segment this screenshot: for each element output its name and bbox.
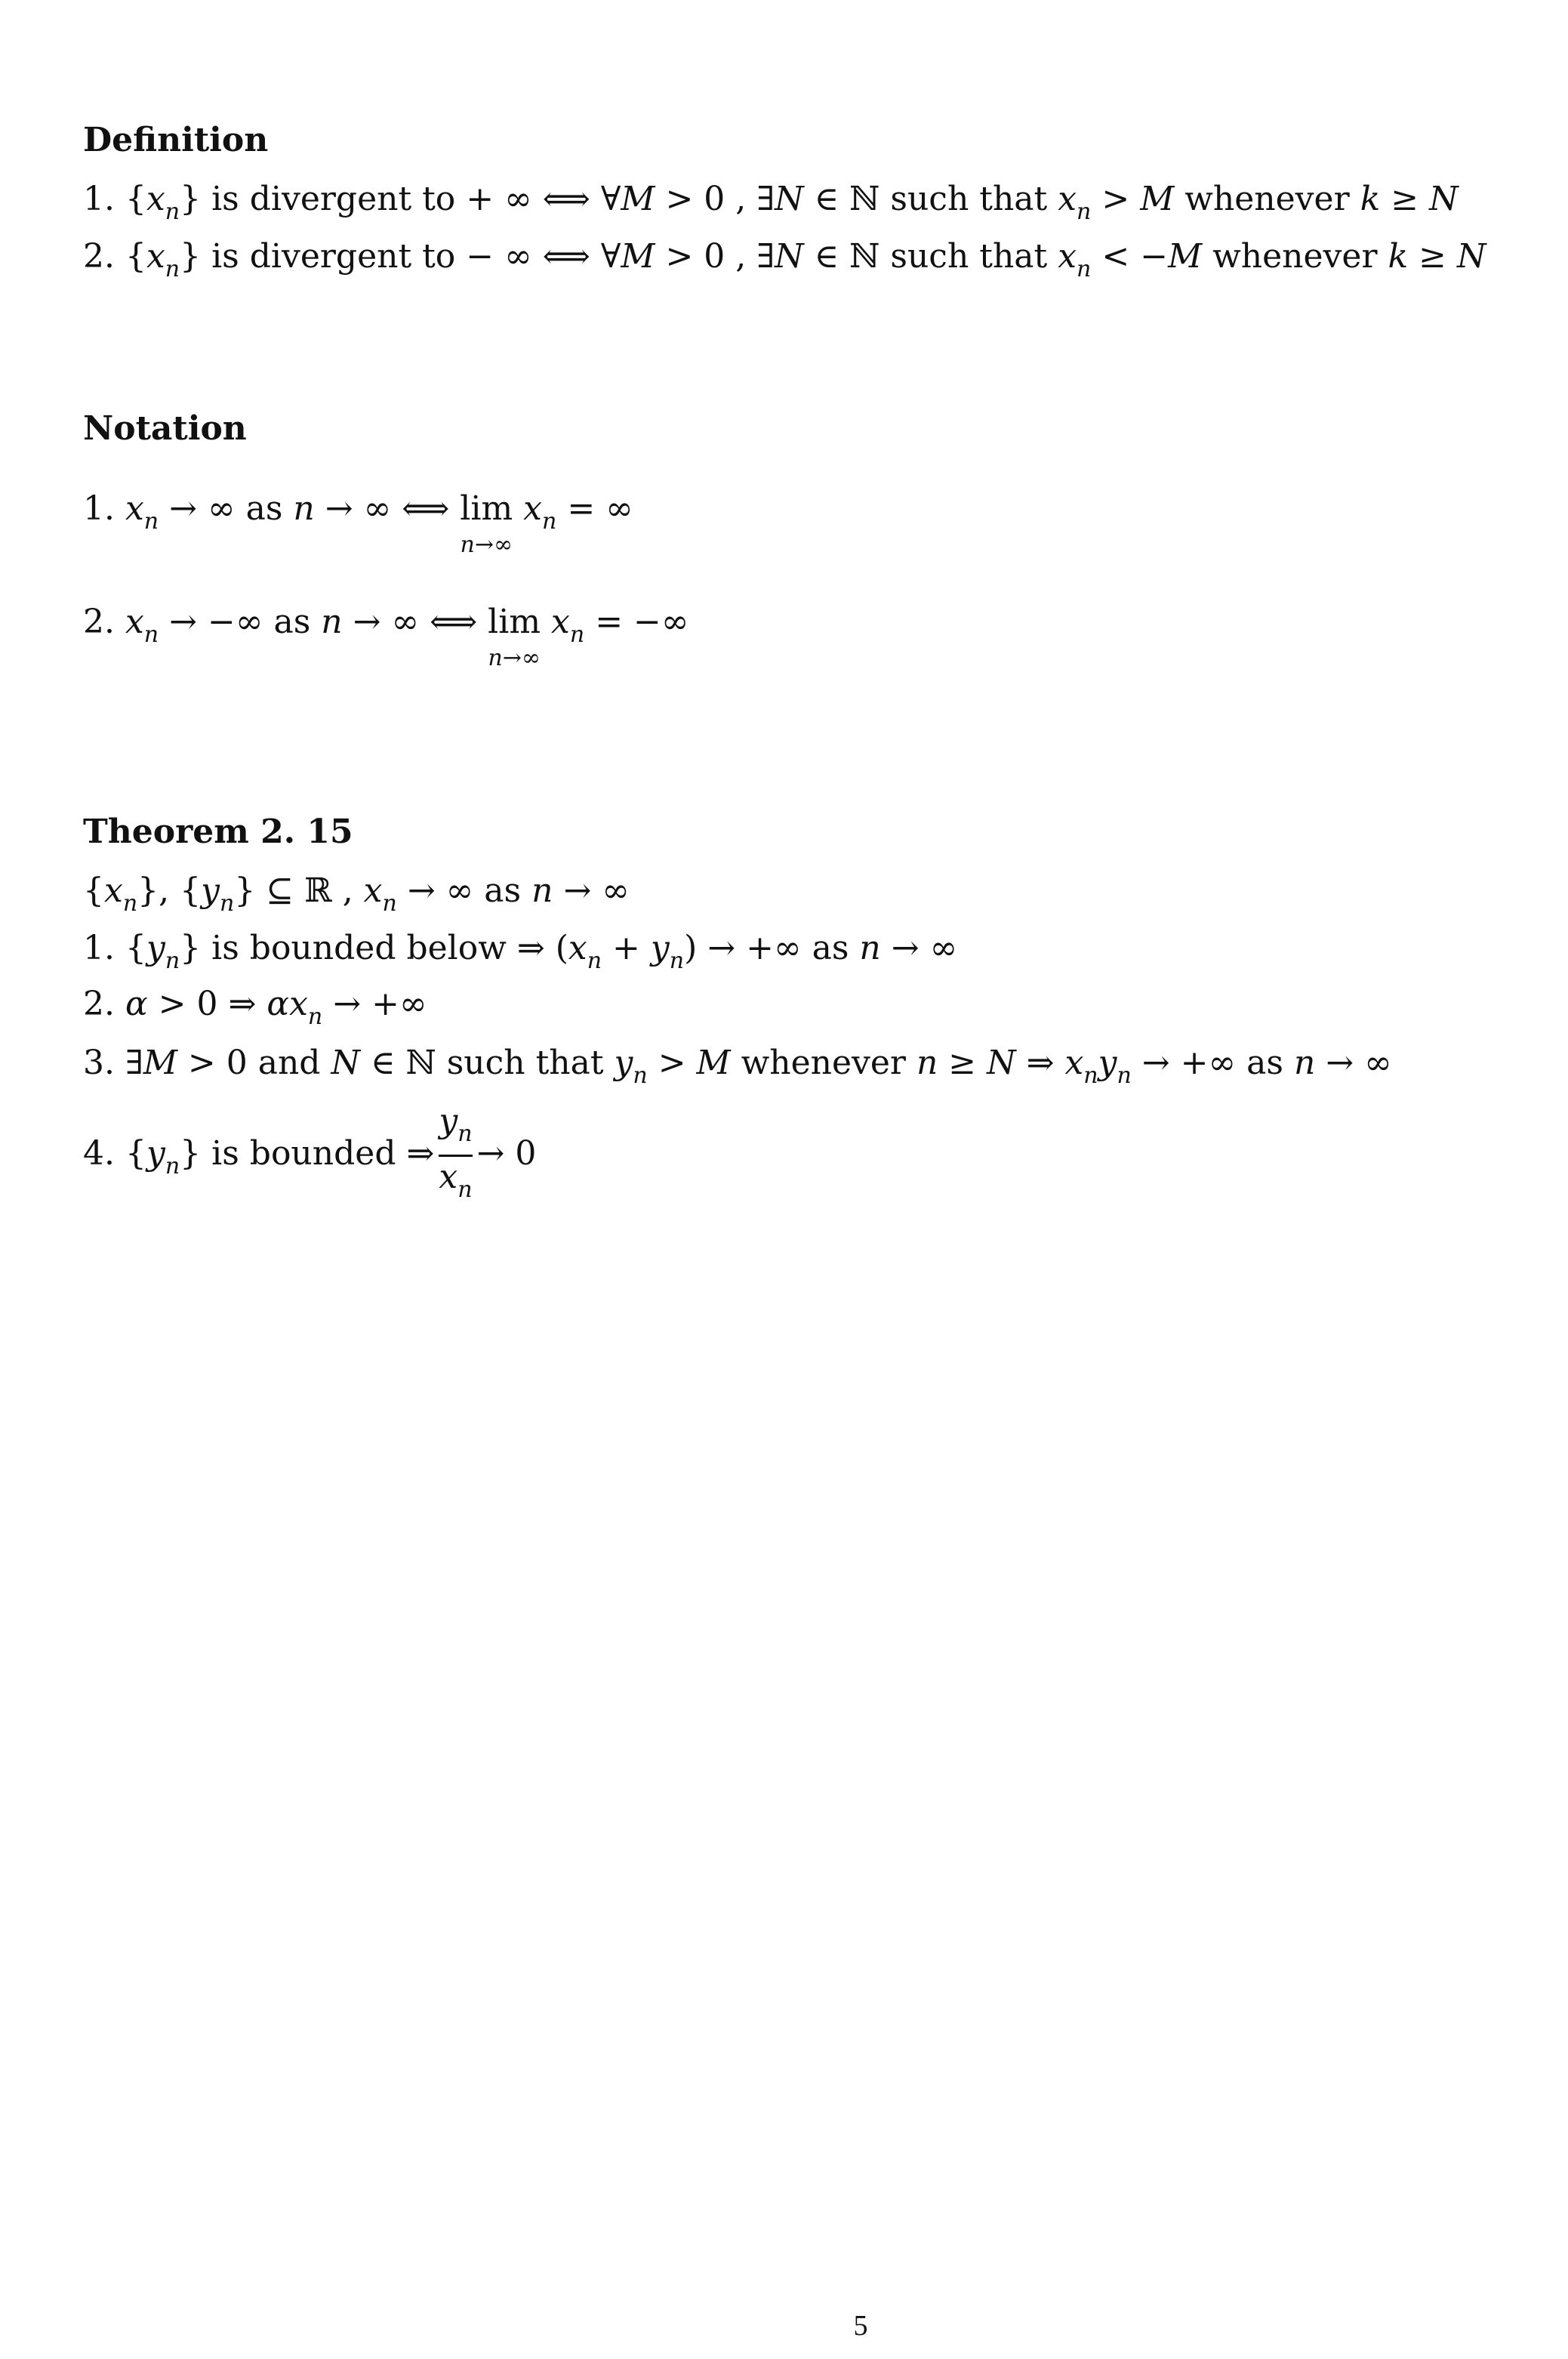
math-variable: n xyxy=(859,929,881,967)
text-run xyxy=(513,489,523,528)
subscript: n xyxy=(165,948,180,974)
math-variable: k xyxy=(1388,237,1409,276)
theorem-hypothesis xyxy=(83,868,630,927)
theorem-item-1 xyxy=(83,926,957,984)
notation-item-1 xyxy=(83,486,633,558)
fraction xyxy=(439,1101,472,1210)
text-run: whenever xyxy=(1202,237,1388,276)
text-run: > 0 , ∃ xyxy=(655,180,775,218)
subscript: n xyxy=(1117,1062,1132,1089)
math-variable: N xyxy=(1429,180,1459,218)
limit-operator xyxy=(488,600,541,671)
text-run: → ∞ xyxy=(553,871,630,910)
text-run: < − xyxy=(1091,237,1169,276)
text-run: → ∞ xyxy=(1315,1044,1392,1082)
text-run: → −∞ as xyxy=(159,603,322,641)
page-number: 5 xyxy=(853,2310,868,2342)
limit-operator xyxy=(460,486,513,558)
text-run: → ∞ as xyxy=(396,871,532,910)
text-run: ≥ xyxy=(1408,237,1457,276)
text-run: > 0 and xyxy=(177,1044,331,1082)
math-variable: α xyxy=(125,985,148,1023)
theorem-item-2 xyxy=(83,982,427,1040)
text-run: → ∞ xyxy=(880,929,958,967)
subscript: n xyxy=(165,256,180,282)
math-variable: M xyxy=(621,180,655,218)
text-run: ≥ xyxy=(938,1044,987,1082)
text-run: 2. xyxy=(83,985,125,1023)
subscript: n xyxy=(587,948,602,974)
notation-item-2 xyxy=(83,600,689,671)
text-run: 2. { xyxy=(83,237,146,276)
text-run: = −∞ xyxy=(584,603,689,641)
subscript: n xyxy=(165,199,180,225)
math-variable: N xyxy=(1456,237,1486,276)
text-run: → ∞ ⟺ xyxy=(342,603,488,641)
limit-subscript: n→∞ xyxy=(488,645,541,671)
math-variable: M xyxy=(1168,237,1203,276)
math-variable: x xyxy=(146,180,165,218)
text-run: ≥ xyxy=(1380,180,1430,218)
definition-item-2 xyxy=(83,234,1486,292)
math-variable: M xyxy=(621,237,655,276)
subscript: n xyxy=(143,621,159,648)
subscript: n xyxy=(382,890,397,917)
math-variable: y xyxy=(146,1134,165,1173)
text-run: } is divergent to + ∞ ⟺ ∀ xyxy=(180,180,621,218)
limit-label: lim xyxy=(488,603,541,641)
text-run: 1. { xyxy=(83,929,146,967)
text-run: } is divergent to − ∞ ⟺ ∀ xyxy=(180,237,621,276)
text-run: ∈ ℕ such that xyxy=(803,237,1058,276)
text-run: + xyxy=(602,929,651,967)
text-run: > 0 ⇒ xyxy=(147,985,267,1023)
fraction-numerator xyxy=(439,1101,472,1155)
subscript: n xyxy=(1077,256,1092,282)
math-variable: x xyxy=(1058,237,1077,276)
fraction-denominator xyxy=(439,1157,472,1210)
math-variable: N xyxy=(775,237,804,276)
math-variable: N xyxy=(987,1044,1016,1082)
math-variable: M xyxy=(143,1044,177,1082)
math-variable: x xyxy=(568,929,587,967)
text-run: whenever xyxy=(1174,180,1360,218)
limit-subscript: n→∞ xyxy=(460,532,513,558)
math-variable: n xyxy=(916,1044,938,1082)
text-run: > 0 , ∃ xyxy=(655,237,775,276)
math-variable: x xyxy=(1064,1044,1084,1082)
math-variable: x xyxy=(1058,180,1077,218)
math-variable: n xyxy=(531,871,553,910)
text-run: } ⊆ ℝ , xyxy=(234,871,364,910)
subscript: n xyxy=(122,890,138,917)
subscript: n xyxy=(542,508,557,535)
subscript: n xyxy=(669,948,685,974)
text-run: 3. ∃ xyxy=(83,1044,143,1082)
heading-notation: Notation xyxy=(83,409,247,448)
text-run: }, { xyxy=(137,871,202,910)
math-variable: y xyxy=(146,929,165,967)
math-variable: x xyxy=(125,489,144,528)
subscript: n xyxy=(457,1121,473,1147)
text-run: ∈ ℕ such that xyxy=(359,1044,615,1082)
text-run: } is bounded ⇒ xyxy=(180,1134,435,1173)
math-variable: N xyxy=(331,1044,360,1082)
math-variable: M xyxy=(1140,180,1175,218)
definition-item-1 xyxy=(83,177,1459,235)
math-variable: n xyxy=(1293,1044,1316,1082)
text-run: whenever xyxy=(730,1044,916,1082)
subscript: n xyxy=(1077,199,1092,225)
text-run: > xyxy=(647,1044,697,1082)
subscript: n xyxy=(143,508,159,535)
heading-definition: Definition xyxy=(83,121,269,159)
math-variable: x xyxy=(104,871,123,910)
math-variable: n xyxy=(321,603,343,641)
math-variable: n xyxy=(293,489,315,528)
math-variable: k xyxy=(1360,180,1381,218)
text-run: 4. { xyxy=(83,1134,146,1173)
subscript: n xyxy=(1083,1062,1098,1089)
math-variable: αx xyxy=(266,985,308,1023)
math-variable: y xyxy=(201,871,220,910)
text-run: = ∞ xyxy=(556,489,633,528)
subscript: n xyxy=(633,1062,648,1089)
theorem-item-4 xyxy=(83,1101,536,1210)
math-variable: y xyxy=(1098,1044,1117,1082)
math-variable: y xyxy=(614,1044,633,1082)
text-run: → ∞ as xyxy=(159,489,294,528)
text-run: > xyxy=(1091,180,1141,218)
subscript: n xyxy=(165,1153,180,1180)
text-run: ∈ ℕ such that xyxy=(803,180,1058,218)
math-variable: N xyxy=(775,180,804,218)
math-variable: x xyxy=(523,489,542,528)
theorem-item-3 xyxy=(83,1041,1392,1099)
text-run xyxy=(541,603,551,641)
text-run: → ∞ ⟺ xyxy=(314,489,461,528)
text-run: 1. xyxy=(83,489,125,528)
text-run: → 0 xyxy=(476,1134,537,1173)
math-variable: y xyxy=(439,1102,458,1140)
text-run: ⇒ xyxy=(1015,1044,1065,1082)
heading-theorem: Theorem 2. 15 xyxy=(83,813,353,851)
math-variable: x xyxy=(146,237,165,276)
math-variable: y xyxy=(650,929,670,967)
text-run: 2. xyxy=(83,603,125,641)
math-variable: x xyxy=(551,603,570,641)
math-variable: M xyxy=(696,1044,731,1082)
math-variable: x xyxy=(125,603,144,641)
text-run: → +∞ xyxy=(322,985,427,1023)
limit-label: lim xyxy=(460,489,513,528)
text-run: → +∞ as xyxy=(1131,1044,1294,1082)
subscript: n xyxy=(219,890,235,917)
text-run: } is bounded below ⇒ ( xyxy=(180,929,568,967)
subscript: n xyxy=(457,1176,473,1203)
text-run: 1. { xyxy=(83,180,146,218)
text-run: ) → +∞ as xyxy=(684,929,860,967)
math-variable: x xyxy=(363,871,383,910)
subscript: n xyxy=(307,1004,323,1030)
text-run: { xyxy=(83,871,104,910)
math-variable: x xyxy=(439,1158,458,1196)
subscript: n xyxy=(569,621,585,648)
